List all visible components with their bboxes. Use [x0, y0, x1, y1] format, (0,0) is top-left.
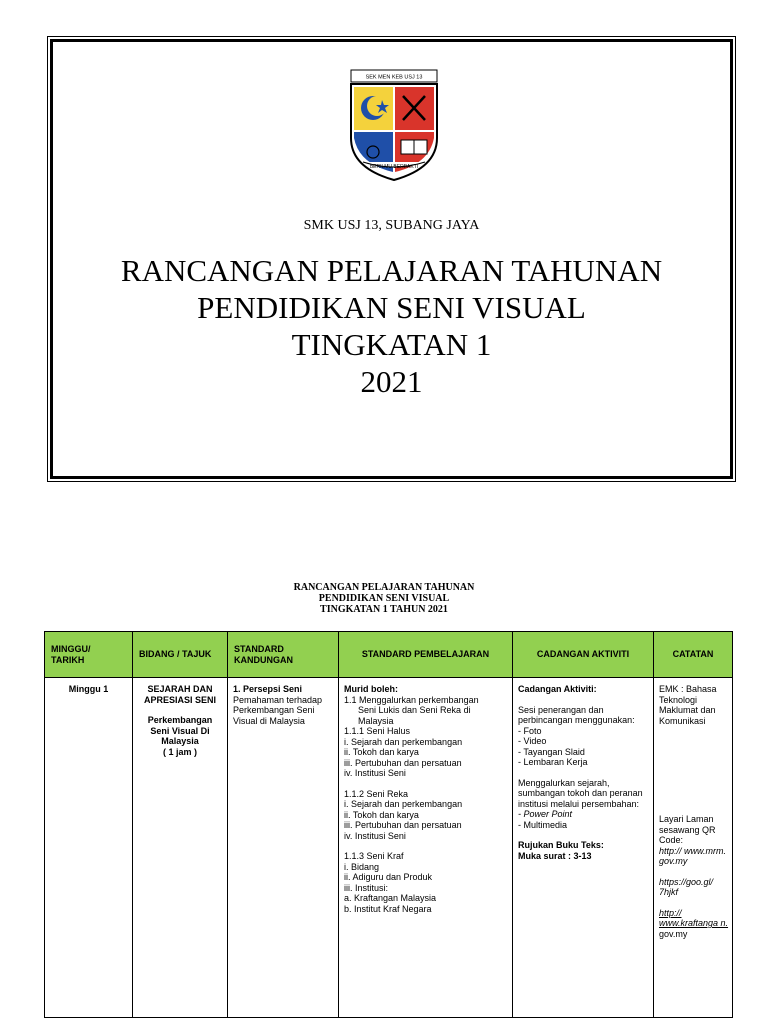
cover-frame — [50, 39, 733, 479]
sp-line: 1.1.1 Seni Halus — [344, 726, 411, 736]
cell-minggu — [45, 678, 133, 1018]
cell-catatan — [654, 678, 733, 1018]
sp-line: 1.1 Menggalurkan perkembangan — [344, 694, 479, 705]
title-line: RANCANGAN PELAJARAN TAHUNAN — [120, 253, 663, 288]
table-heading-line: RANCANGAN PELAJARAN TAHUNAN — [293, 582, 475, 593]
catatan-url-tail: gov.my — [659, 928, 688, 939]
sp-line: ii. Tokoh dan karya — [344, 747, 419, 757]
table-heading-line: PENDIDIKAN SENI VISUAL — [318, 593, 450, 604]
table-row — [45, 678, 733, 1018]
catatan-link[interactable]: http:// www.kraftanga n. — [659, 907, 729, 928]
minggu-text: Minggu 1 — [68, 684, 109, 694]
rujukan-title: Rujukan Buku Teks: — [518, 840, 604, 850]
catatan-url: https://goo.gl/ 7hjkf — [659, 876, 714, 897]
sp-line: 1.1.2 Seni Reka — [344, 788, 409, 799]
col-header-catatan: CATATAN — [654, 632, 733, 678]
cell-cadangan-aktiviti — [513, 678, 654, 1018]
sp-line: i. Sejarah dan perkembangan — [344, 799, 463, 809]
sp-line: b. Institut Kraf Negara — [344, 903, 432, 914]
catatan-url: http:// www.mrm. gov.my — [659, 845, 727, 866]
aktiviti-para: Sesi penerangan dan perbincangan menggunakan: — [518, 704, 635, 725]
sp-heading: Murid boleh: — [344, 684, 398, 694]
catatan-emk: EMK : Bahasa Teknologi Maklumat dan Komunikasi — [659, 684, 717, 726]
aktiviti-item: - Power Point — [518, 809, 573, 819]
cell-bidang — [133, 678, 228, 1018]
school-name: SMK USJ 13, SUBANG JAYA — [303, 218, 480, 233]
sp-line: iii. Institusi: — [344, 882, 389, 893]
sp-line: 1.1.3 Seni Kraf — [344, 851, 404, 861]
aktiviti-item: - Video — [518, 736, 547, 746]
sp-line: iii. Pertubuhan dan persatuan — [344, 757, 462, 768]
sp-line: iii. Pertubuhan dan persatuan — [344, 820, 462, 830]
bidang-topic: Perkembangan Seni Visual Di Malaysia — [147, 715, 213, 746]
sk-title: 1. Persepsi Seni — [233, 684, 303, 694]
col-header-minggu: MINGGU/ TARIKH — [45, 632, 133, 678]
sp-line: ii. Tokoh dan karya — [344, 809, 419, 820]
aktiviti-item: - Foto — [518, 725, 542, 736]
aktiviti-item: - Multimedia — [518, 819, 568, 830]
sp-line: a. Kraftangan Malaysia — [344, 893, 437, 903]
bidang-hours: ( 1 jam ) — [162, 746, 197, 757]
col-header-standard-kandungan: STANDARD KANDUNGAN — [228, 632, 339, 678]
cell-standard-kandungan — [228, 678, 339, 1018]
col-header-bidang: BIDANG / TAJUK — [133, 632, 228, 678]
cell-standard-pembelajaran — [339, 678, 513, 1018]
catatan-layari: Layari Laman sesawang QR Code: — [659, 814, 716, 845]
bidang-title: SEJARAH DAN APRESIASI SENI — [143, 684, 217, 705]
rujukan-pages: Muka surat : 3-13 — [518, 850, 592, 861]
sk-desc: Pemahaman terhadap Perkembangan Seni Visual di Malaysia — [233, 694, 323, 726]
table-header-row — [45, 632, 733, 678]
school-crest-logo — [345, 68, 443, 188]
aktiviti-para: Menggalurkan sejarah, sumbangan tokoh dan peranan institusi melalui persembahan: — [518, 777, 643, 809]
lesson-plan-table — [44, 631, 733, 1018]
title-year: 2021 — [360, 364, 423, 399]
cover-title — [53, 252, 730, 400]
svg-text:SEK MEN KEB USJ 13: SEK MEN KEB USJ 13 — [365, 74, 423, 81]
col-header-standard-pembelajaran: STANDARD PEMBELAJARAN — [339, 632, 513, 678]
aktiviti-item: - Tayangan Slaid — [518, 746, 585, 757]
sp-line: iv. Institusi Seni — [344, 768, 406, 778]
aktiviti-heading: Cadangan Aktiviti: — [518, 684, 597, 694]
sp-line: i. Bidang — [344, 861, 380, 872]
sp-line: iv. Institusi Seni — [344, 830, 406, 841]
table-heading — [0, 582, 768, 615]
title-line: PENDIDIKAN SENI VISUAL — [197, 290, 586, 325]
svg-text:BERILMU BERBAKTI: BERILMU BERBAKTI — [369, 164, 419, 170]
sp-line: Seni Lukis dan Seni Reka di Malaysia — [358, 705, 471, 726]
title-line: TINGKATAN 1 — [291, 327, 492, 362]
sp-line: ii. Adiguru dan Produk — [344, 872, 433, 882]
col-header-cadangan-aktiviti: CADANGAN AKTIVITI — [513, 632, 654, 678]
sp-line: i. Sejarah dan perkembangan — [344, 736, 463, 747]
aktiviti-item: - Lembaran Kerja — [518, 757, 588, 767]
table-heading-line: TINGKATAN 1 TAHUN 2021 — [320, 604, 448, 615]
